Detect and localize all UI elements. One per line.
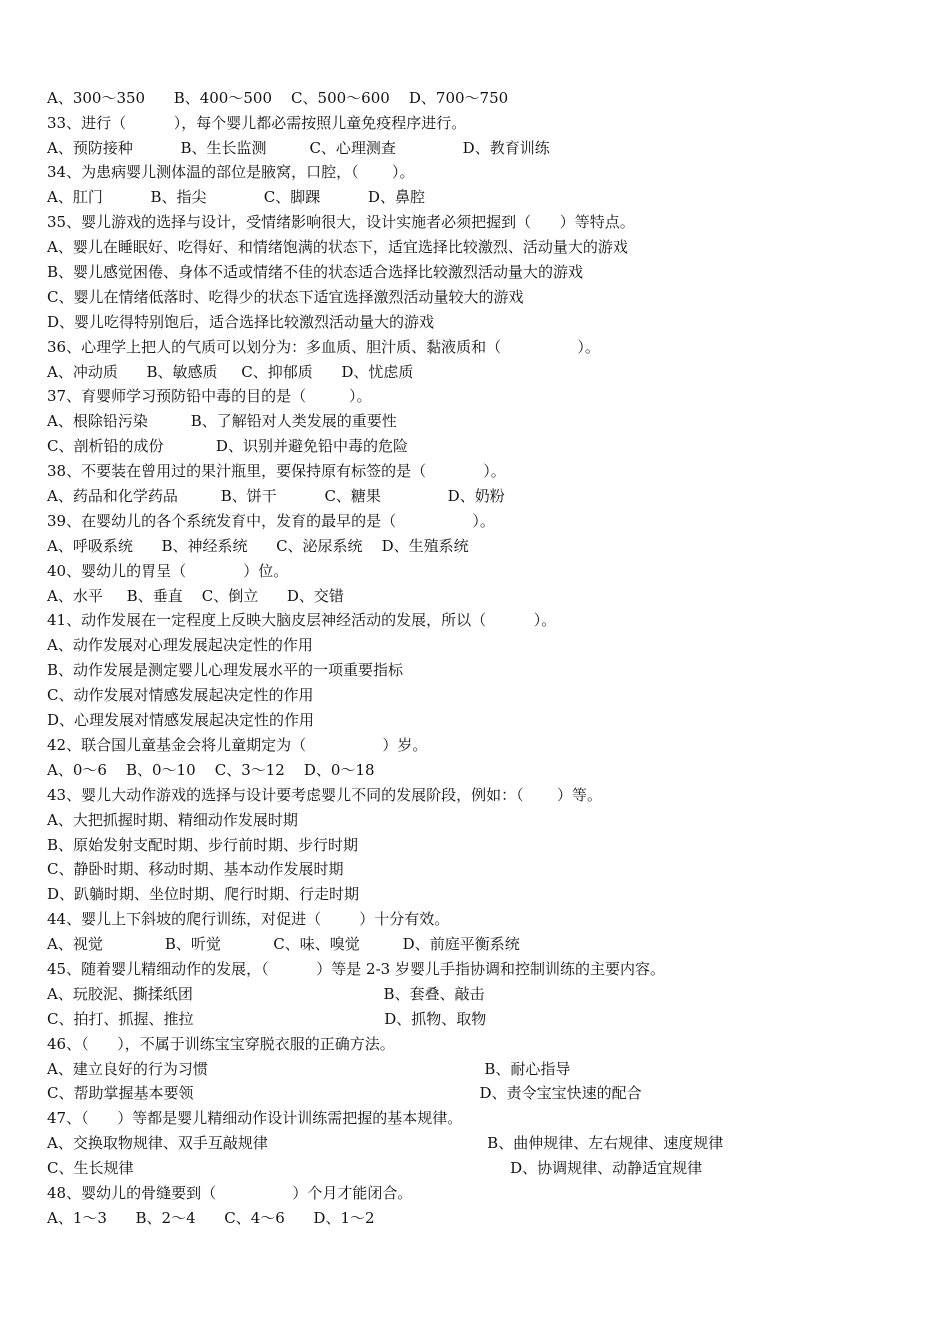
q33-options: A、预防接种 B、生长监测 C、心理测查 D、教育训练 bbox=[47, 139, 550, 157]
q45-options-cd: C、拍打、抓握、推拉 D、抓物、取物 bbox=[47, 1010, 487, 1028]
q43-option-b: B、原始发射支配时期、步行前时期、步行时期 bbox=[47, 836, 359, 854]
q48-question: 48、婴幼儿的骨缝要到（ ）个月才能闭合。 bbox=[47, 1184, 413, 1202]
q46-options-ab: A、建立良好的行为习惯 B、耐心指导 bbox=[47, 1060, 571, 1078]
q36-question: 36、心理学上把人的气质可以划分为：多血质、胆汁质、黏液质和（ ）。 bbox=[47, 338, 600, 356]
q35-option-a: A、婴儿在睡眠好、吃得好、和情绪饱满的状态下，适宜选择比较激烈、活动量大的游戏 bbox=[47, 238, 628, 256]
q46-question: 46、（ ），不属于训练宝宝穿脱衣服的正确方法。 bbox=[47, 1035, 395, 1053]
q41-option-a: A、动作发展对心理发展起决定性的作用 bbox=[47, 636, 313, 654]
q44-question: 44、婴儿上下斜坡的爬行训练，对促进（ ）十分有效。 bbox=[47, 910, 450, 928]
q46-options-cd: C、帮助掌握基本要领 D、责令宝宝快速的配合 bbox=[47, 1084, 642, 1102]
q44-options: A、视觉 B、听觉 C、味、嗅觉 D、前庭平衡系统 bbox=[47, 935, 520, 953]
q35-option-c: C、婴儿在情绪低落时、吃得少的状态下适宜选择激烈活动量较大的游戏 bbox=[47, 288, 524, 306]
q34-options: A、肛门 B、指尖 C、脚踝 D、鼻腔 bbox=[47, 188, 425, 206]
q43-option-d: D、趴躺时期、坐位时期、爬行时期、行走时期 bbox=[47, 885, 360, 903]
q45-question: 45、随着婴儿精细动作的发展，（ ）等是 2-3 岁婴儿手指协调和控制训练的主要内容。 bbox=[47, 960, 665, 978]
q39-options: A、呼吸系统 B、神经系统 C、泌尿系统 D、生殖系统 bbox=[47, 537, 469, 555]
q35-option-d: D、婴儿吃得特别饱后，适合选择比较激烈活动量大的游戏 bbox=[47, 313, 435, 331]
q42-question: 42、联合国儿童基金会将儿童期定为（ ）岁。 bbox=[47, 736, 428, 754]
q41-option-b: B、动作发展是测定婴儿心理发展水平的一项重要指标 bbox=[47, 661, 404, 679]
q38-options: A、药品和化学药品 B、饼干 C、糖果 D、奶粉 bbox=[47, 487, 505, 505]
q34-question: 34、为患病婴儿测体温的部位是腋窝，口腔，（ ）。 bbox=[47, 163, 415, 181]
q37-question: 37、育婴师学习预防铅中毒的目的是（ ）。 bbox=[47, 387, 372, 405]
q39-question: 39、在婴幼儿的各个系统发育中，发育的最早的是（ ）。 bbox=[47, 512, 495, 530]
q43-question: 43、婴儿大动作游戏的选择与设计要考虑婴儿不同的发展阶段，例如：（ ）等。 bbox=[47, 786, 602, 804]
q41-option-d: D、心理发展对情感发展起决定性的作用 bbox=[47, 711, 315, 729]
q38-question: 38、不要装在曾用过的果汁瓶里，要保持原有标签的是（ ）。 bbox=[47, 462, 506, 480]
q47-options-ab: A、交换取物规律、双手互敲规律 B、曲伸规律、左右规律、速度规律 bbox=[47, 1134, 724, 1152]
q36-options: A、冲动质 B、敏感质 C、抑郁质 D、忧虑质 bbox=[47, 363, 414, 381]
q43-option-a: A、大把抓握时期、精细动作发展时期 bbox=[47, 811, 298, 829]
q33-question: 33、进行（ ），每个婴儿都必需按照儿童免疫程序进行。 bbox=[47, 114, 467, 132]
q40-question: 40、婴幼儿的胃呈（ ）位。 bbox=[47, 562, 289, 580]
q37-options-ab: A、根除铅污染 B、了解铅对人类发展的重要性 bbox=[47, 412, 397, 430]
q32-options: A、300～350 B、400～500 C、500～600 D、700～750 bbox=[47, 89, 509, 107]
q37-options-cd: C、剖析铅的成份 D、识别并避免铅中毒的危险 bbox=[47, 437, 408, 455]
q35-option-b: B、婴儿感觉困倦、身体不适或情绪不佳的状态适合选择比较激烈活动量大的游戏 bbox=[47, 263, 584, 281]
q48-options: A、1～3 B、2～4 C、4～6 D、1～2 bbox=[47, 1209, 375, 1227]
q40-options: A、水平 B、垂直 C、倒立 D、交错 bbox=[47, 587, 344, 605]
q47-options-cd: C、生长规律 D、协调规律、动静适宜规律 bbox=[47, 1159, 703, 1177]
q41-option-c: C、动作发展对情感发展起决定性的作用 bbox=[47, 686, 314, 704]
q45-options-ab: A、玩胶泥、撕揉纸团 B、套叠、敲击 bbox=[47, 985, 485, 1003]
q43-option-c: C、静卧时期、移动时期、基本动作发展时期 bbox=[47, 860, 344, 878]
q42-options: A、0～6 B、0～10 C、3～12 D、0～18 bbox=[47, 761, 375, 779]
q35-question: 35、婴儿游戏的选择与设计，受情绪影响很大，设计实施者必须把握到（ ）等特点。 bbox=[47, 213, 635, 231]
q47-question: 47、（ ）等都是婴儿精细动作设计训练需把握的基本规律。 bbox=[47, 1109, 463, 1127]
q41-question: 41、动作发展在一定程度上反映大脑皮层神经活动的发展，所以（ ）。 bbox=[47, 611, 557, 629]
